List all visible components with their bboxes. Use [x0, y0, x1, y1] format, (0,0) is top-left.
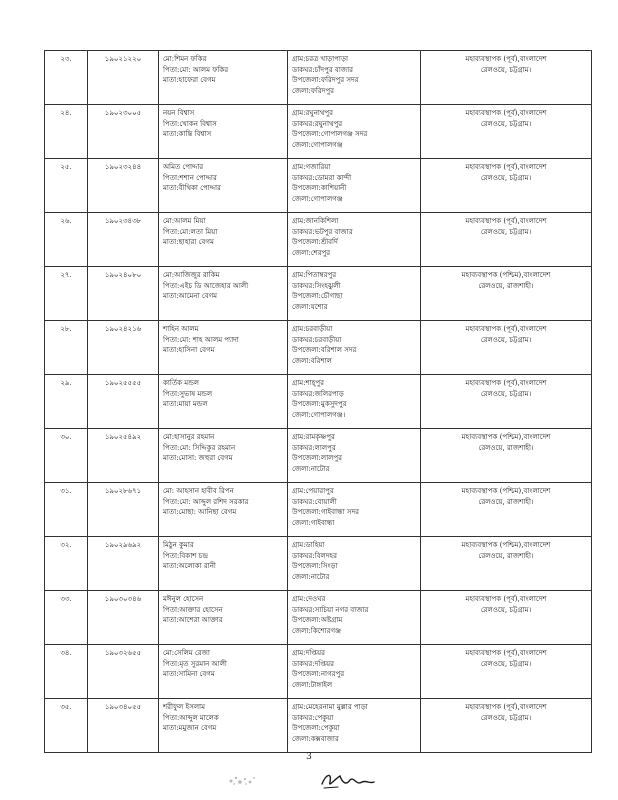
name-cell-line: পিতা:মো: শাহ আলম প্যাদা [163, 335, 239, 344]
name-cell-line: মাতা:বীথিকা পোদ্দার [163, 184, 221, 192]
name-cell-line: মাতা:মোছা: আনিছা বেগম [163, 508, 237, 516]
address-cell-line: জেলা:গোপালগঞ্জ [292, 194, 343, 203]
name-cell-line: মাতা:ছাহারা বেগম [163, 238, 214, 246]
name-cell-line: মাতা:সামিনা বেগম [163, 670, 215, 678]
office-cell-line: মহাব্যবস্থাপক (পূর্ব),বাংলাদেশ [465, 109, 547, 117]
name-cell-line: শাহিন আলম [163, 325, 199, 333]
address-cell-line: উপজেলা:গোপালগঞ্জ সদর [292, 130, 368, 138]
name-cell-line: মাতা:আশেরা আক্তার [163, 616, 223, 624]
name-cell-line: পিতা:এইচ ডি আজেহার আলী [163, 281, 249, 290]
name-cell-line: মো:আজিজুর রাকিম [163, 271, 220, 279]
office-cell-line: রেলওয়ে, চট্টগ্রাম। [480, 389, 532, 398]
address-cell-line: উপজেলা:সিংড়া [292, 562, 338, 570]
address-cell-line: জেলা:কিশোরগঞ্জ [292, 626, 342, 635]
name-cell-line: মাতা:মায়া মন্ডল [163, 400, 208, 408]
address-cell-line: উপজেলা:গাইবান্ধা সদর [292, 508, 360, 516]
name-cell [159, 51, 288, 105]
serial-cell: ২৯. [45, 375, 88, 429]
name-cell-line: পিতা:মো: সিদ্দিকুর রহমান [163, 443, 236, 452]
address-cell-line: উপজেলা:লালপুর [292, 454, 342, 462]
serial-cell: ২৭. [45, 267, 88, 321]
serial-cell: ৩৪. [45, 645, 88, 699]
address-cell-line: উপজেলা:শ্রীবর্দি [292, 238, 338, 246]
name-cell-line: পিতা:সুভাষ মন্ডল [163, 389, 213, 398]
signature [318, 768, 376, 792]
name-cell-line: মো:আলম মিয়া [163, 217, 206, 225]
name-cell [159, 321, 288, 375]
name-cell-line: মাতা:কান্তি বিশ্বাস [163, 130, 212, 138]
table-row [45, 51, 592, 105]
office-cell-line: রেলওয়ে, রাজশাহী। [478, 443, 534, 452]
name-cell [159, 429, 288, 483]
address-cell-line: উপজেলা:পেকুয়া [292, 724, 340, 732]
address-cell-line: গ্রাম:দেওঘর [292, 595, 326, 603]
address-cell [288, 267, 421, 321]
name-cell-line: নয়ন বিশ্বাস [163, 109, 195, 117]
office-cell-line: মহাব্যবস্থাপক (পূর্ব),বাংলাদেশ [465, 595, 547, 603]
office-cell-line: রেলওয়ে, চট্টগ্রাম। [480, 227, 532, 236]
address-cell-line: উপজেলা:বরিশাল সদর [292, 346, 357, 354]
name-cell-line: মাতা:মমুজান বেগম [163, 724, 217, 732]
address-cell-line: উপজেলা:অষ্টগ্রাম [292, 616, 343, 624]
address-cell-line: ডাকঘর:পেকুয়া [292, 713, 334, 722]
name-cell [159, 699, 288, 753]
address-cell [288, 537, 421, 591]
name-cell-line: মো:সেলিম রেজা [163, 649, 210, 657]
office-cell-line: রেলওয়ে, চট্টগ্রাম। [480, 173, 532, 182]
address-cell-line: গ্রাম:জানকিশিলা [292, 217, 339, 225]
office-cell [421, 483, 592, 537]
office-cell-line: রেলওয়ে, রাজশাহী। [478, 497, 534, 506]
name-cell-line: মাতা:মোসা: জহুরা বেগম [163, 454, 233, 462]
office-cell-line: মহাব্যবস্থাপক (পশ্চিম),বাংলাদেশ [461, 487, 551, 495]
name-cell [159, 267, 288, 321]
candidate-table [44, 50, 592, 753]
table-row [45, 429, 592, 483]
office-cell-line: রেলওয়ে, চট্টগ্রাম। [480, 65, 532, 74]
roll-cell: ১৯০২৪২১৬ [88, 321, 159, 375]
address-cell-line: উপজেলা:ফরিদপুর সদর [292, 76, 359, 84]
address-cell-line: জেলা:গোপালগঞ্জ। [292, 410, 346, 419]
name-cell [159, 159, 288, 213]
address-cell-line: গ্রাম:ডাহিয়া [292, 541, 325, 549]
address-cell-line: গ্রাম:চরবাড়ীয়া [292, 325, 333, 333]
office-cell-line: মহাব্যবস্থাপক (পূর্ব),বাংলাদেশ [465, 649, 547, 657]
office-cell [421, 267, 592, 321]
roll-cell: ১৯০২১২২০ [88, 51, 159, 105]
address-cell-line: জেলা:গোপালগঞ্জ [292, 140, 343, 149]
name-cell-line: মো: আহসান হাবীব রিপন [163, 487, 234, 495]
name-cell-line: শরীফুল ইসলাম [163, 703, 205, 711]
serial-cell: ৩১. [45, 483, 88, 537]
name-cell-line: পিতা:মো: আলম ফকির [163, 65, 229, 74]
table-row [45, 645, 592, 699]
name-cell [159, 591, 288, 645]
name-cell [159, 537, 288, 591]
address-cell-line: গ্রাম:পিতাম্বরপুর [292, 271, 337, 279]
office-cell [421, 375, 592, 429]
address-cell [288, 699, 421, 753]
office-cell-line: রেলওয়ে, রাজশাহী। [478, 281, 534, 290]
address-cell-line: গ্রাম:গজারিয়া [292, 163, 331, 171]
office-cell [421, 429, 592, 483]
name-cell-line: অমিত পোদ্দার [163, 163, 204, 171]
address-cell-line: জেলা:ফরিদপুর [292, 86, 334, 95]
office-cell [421, 51, 592, 105]
roll-cell: ১৯০২৫৪৯২ [88, 429, 159, 483]
address-cell-line: গ্রাম:মেহেরনামা মুল্লার পাড়া [292, 703, 368, 711]
name-cell [159, 483, 288, 537]
name-cell-line: পিতা:মো:লতা মিয়া [163, 227, 218, 236]
office-cell-line: রেলওয়ে, রাজশাহী। [478, 551, 534, 560]
address-cell-line: ডাকঘর:বোয়ালী [292, 497, 337, 506]
address-cell [288, 51, 421, 105]
address-cell [288, 429, 421, 483]
name-cell-line: কার্তিক মন্ডল [163, 379, 199, 387]
address-cell-line: গ্রাম:রামকৃষ্ণপুর [292, 433, 335, 441]
roll-cell: ১৯০২৩৪৩৮ [88, 213, 159, 267]
table-row [45, 267, 592, 321]
address-cell-line: জেলা:গাইবান্ধা [292, 518, 335, 527]
office-cell-line: মহাব্যবস্থাপক (পূর্ব),বাংলাদেশ [465, 379, 547, 387]
address-cell-line: গ্রাম:পেয়ারাপুর [292, 487, 334, 495]
address-cell-line: জেলা:কক্সবাজার [292, 734, 339, 743]
serial-cell: ২৩. [45, 51, 88, 105]
name-cell-line: পিতা:আব্দুল মালেক [163, 713, 219, 722]
roll-cell: ১৯০২৫৫৫৫ [88, 375, 159, 429]
name-cell [159, 375, 288, 429]
page-number: 3 [306, 752, 312, 762]
address-cell-line: জেলা:নাটোর [292, 572, 330, 581]
serial-cell: ২৬. [45, 213, 88, 267]
roll-cell: ১৯০৩২৬৫৫ [88, 645, 159, 699]
address-cell-line: জেলা:যশোর [292, 302, 328, 311]
office-cell-line: রেলওয়ে, চট্টগ্রাম। [480, 335, 532, 344]
roll-cell: ১৯০২৯৬৯২ [88, 537, 159, 591]
address-cell-line: উপজেলা:চৌগাছা [292, 292, 343, 300]
roll-cell: ১৯০২৮৬৭১ [88, 483, 159, 537]
name-cell-line: পিতা:মৃত সুরমান আলী [163, 659, 227, 668]
table-row [45, 159, 592, 213]
address-cell-line: গ্রাম:শাহ্পুর [292, 379, 324, 387]
address-cell-line: ডাকঘর:সাচিয়া নগর বাজার [292, 605, 369, 614]
roll-cell: ১৯০২৩০০৫ [88, 105, 159, 159]
address-cell-line: গ্রাম:রঘুনাথপুর [292, 109, 334, 117]
address-cell-line: ডাকঘর:লালপুর [292, 443, 336, 452]
serial-cell: ২৫. [45, 159, 88, 213]
office-cell [421, 699, 592, 753]
address-cell [288, 213, 421, 267]
office-cell-line: মহাব্যবস্থাপক (পূর্ব),বাংলাদেশ [465, 325, 547, 333]
name-cell [159, 645, 288, 699]
address-cell [288, 321, 421, 375]
address-cell-line: ডাকঘর:জলিরপাড় [292, 389, 344, 398]
address-cell [288, 105, 421, 159]
name-cell-line: মো:হাসানুর রহমান [163, 433, 215, 441]
address-cell-line: গ্রাম:দপ্তিয়র [292, 649, 325, 657]
name-cell-line: মঈনুল হোসেন [163, 595, 204, 603]
office-cell-line: মহাব্যবস্থাপক (পূর্ব),বাংলাদেশ [465, 55, 547, 63]
serial-cell: ২৮. [45, 321, 88, 375]
ink-smudge [226, 772, 258, 788]
address-cell [288, 159, 421, 213]
office-cell [421, 159, 592, 213]
address-cell-line: জেলা:টাঙ্গাইল [292, 680, 333, 689]
office-cell [421, 591, 592, 645]
address-cell-line: উপজেলা:কাশিয়ানী [292, 184, 347, 192]
address-cell [288, 645, 421, 699]
office-cell [421, 321, 592, 375]
address-cell-line: উপজেলা:নাগরপুর [292, 670, 345, 678]
address-cell-line: জেলা:শেরপুর [292, 248, 331, 257]
name-cell-line: পিতা:বিকাশ চন্দ্র [163, 551, 209, 560]
office-cell [421, 537, 592, 591]
roll-cell: ১৯০৩০৩৪৬ [88, 591, 159, 645]
office-cell-line: রেলওয়ে, চট্টগ্রাম। [480, 659, 532, 668]
name-cell-line: মিঠুন কুমার [163, 541, 194, 549]
serial-cell: ২৪. [45, 105, 88, 159]
serial-cell: ৩০. [45, 429, 88, 483]
table-row [45, 375, 592, 429]
name-cell-line: মাতা:হাসিনা বেগম [163, 346, 215, 354]
name-cell-line: পিতা:শশান পোদ্দার [163, 173, 217, 182]
table-row [45, 213, 592, 267]
office-cell-line: মহাব্যবস্থাপক (পূর্ব),বাংলাদেশ [465, 217, 547, 225]
office-cell-line: মহাব্যবস্থাপক (পূর্ব),বাংলাদেশ [465, 703, 547, 711]
office-cell-line: রেলওয়ে, চট্টগ্রাম। [480, 119, 532, 128]
office-cell-line: রেলওয়ে, চট্টগ্রাম। [480, 605, 532, 614]
address-cell [288, 375, 421, 429]
table-row [45, 321, 592, 375]
office-cell-line: মহাব্যবস্থাপক (পশ্চিম),বাংলাদেশ [461, 271, 551, 279]
roll-cell: ১৯০২৪০৮০ [88, 267, 159, 321]
address-cell-line: গ্রাম:চরত্র খাড়াপাড়া [292, 55, 348, 63]
office-cell [421, 645, 592, 699]
name-cell-line: পিতা:মো: আব্দুল রশিদ সরকার [163, 497, 249, 506]
table-row [45, 537, 592, 591]
serial-cell: ৩২. [45, 537, 88, 591]
office-cell [421, 105, 592, 159]
office-cell [421, 213, 592, 267]
address-cell-line: ডাকঘর:সিংহঝুলী [292, 281, 341, 290]
address-cell-line: ডাকঘর:ভটপুর বাজার [292, 227, 353, 236]
address-cell-line: জেলা:বরিশাল [292, 356, 332, 365]
name-cell-line: মো:শিমন ফকির [163, 55, 207, 63]
address-cell-line: ডাকঘর:দপ্তিয়র [292, 659, 335, 668]
name-cell-line: মাতা:অলোকা রানী [163, 562, 216, 570]
name-cell [159, 213, 288, 267]
address-cell [288, 591, 421, 645]
serial-cell: ৩৩. [45, 591, 88, 645]
table-row [45, 699, 592, 753]
name-cell-line: মাতা:আমেনা বেগম [163, 292, 218, 300]
table-row [45, 105, 592, 159]
address-cell-line: ডাকঘর:ডোমরা কান্দী [292, 173, 352, 182]
address-cell-line: ডাকঘর:চাঁদপুর বাজার [292, 65, 353, 74]
table-row [45, 483, 592, 537]
roll-cell: ১৯০২৩২৪৪ [88, 159, 159, 213]
office-cell-line: মহাব্যবস্থাপক (পূর্ব),বাংলাদেশ [465, 163, 547, 171]
serial-cell: ৩৫. [45, 699, 88, 753]
address-cell-line: উপজেলা:মুকসুদপুর [292, 400, 347, 408]
address-cell-line: ডাকঘর:বিলদহর [292, 551, 337, 560]
address-cell-line: জেলা:নাটোর [292, 464, 330, 473]
office-cell-line: রেলওয়ে, চট্টগ্রাম। [480, 713, 532, 722]
office-cell-line: মহাব্যবস্থাপক (পশ্চিম),বাংলাদেশ [461, 433, 551, 441]
candidate-table-body [45, 51, 592, 753]
table-row [45, 591, 592, 645]
name-cell-line: মাতা:হাফেরা বেগম [163, 76, 216, 84]
name-cell [159, 105, 288, 159]
address-cell [288, 483, 421, 537]
address-cell-line: ডাকঘর:রঘুনাথপুর [292, 119, 343, 128]
office-cell-line: মহাব্যবস্থাপক (পশ্চিম),বাংলাদেশ [461, 541, 551, 549]
roll-cell: ১৯০৩৪০৫৫ [88, 699, 159, 753]
name-cell-line: পিতা:খোকন বিশ্বাস [163, 119, 217, 128]
address-cell-line: ডাকঘর:চরবাড়ীয়া [292, 335, 342, 344]
name-cell-line: পিতা:আক্তার হোসেন [163, 605, 223, 614]
